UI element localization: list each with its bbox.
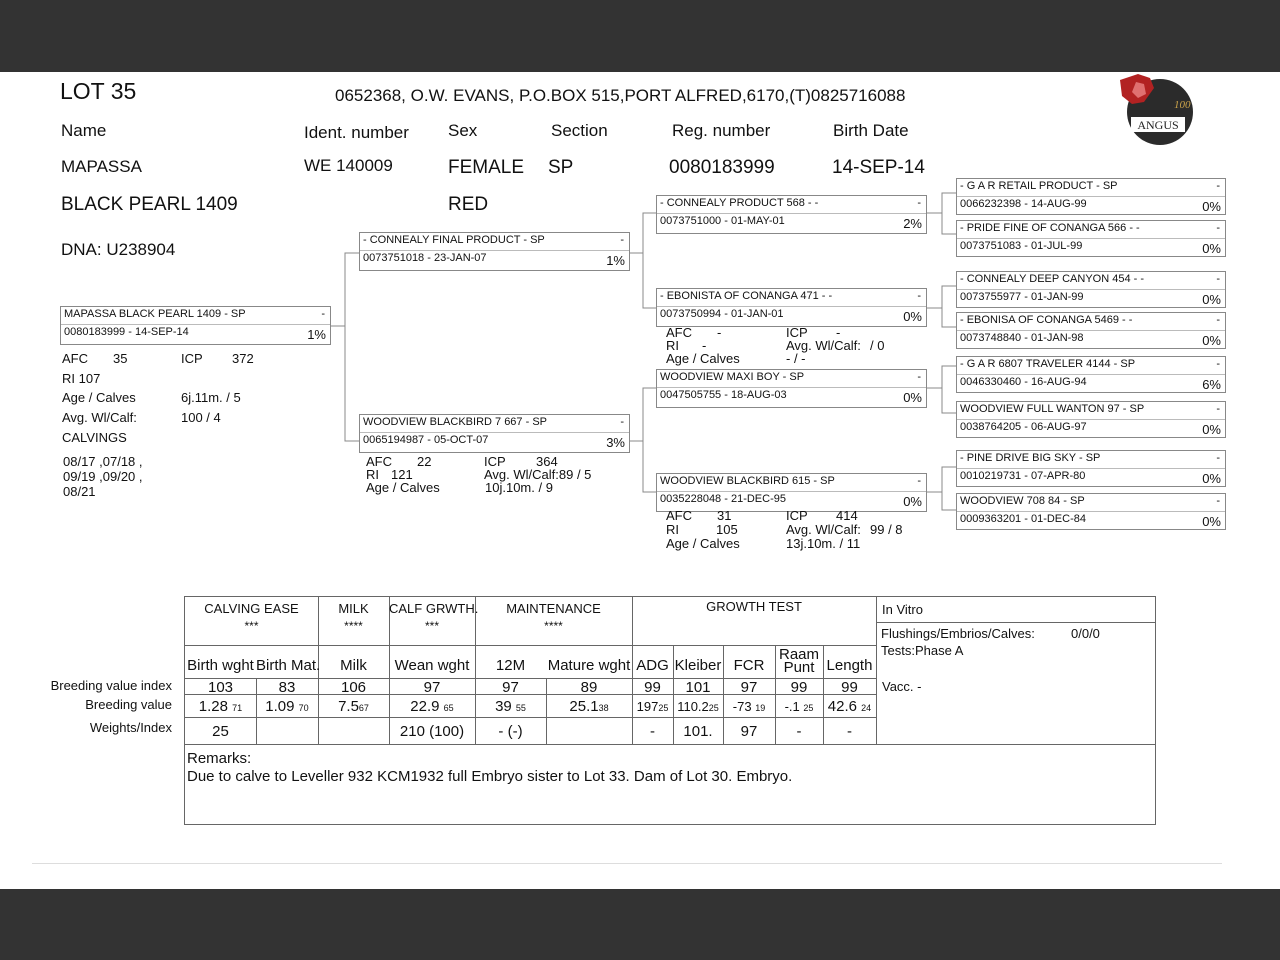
dam-age: 10j.10m. / 9	[485, 480, 553, 495]
animal-sex: FEMALE	[448, 157, 525, 178]
pedigree-pct: 0%	[903, 494, 922, 509]
pedigree-pct: 0%	[1202, 514, 1221, 529]
pedigree-pct: 0%	[1202, 333, 1221, 348]
group-calving-stars: ***	[244, 619, 259, 633]
pedigree-dash: -	[620, 416, 624, 428]
tests-label: Tests:Phase A	[881, 643, 964, 658]
group-maintenance: MAINTENANCE	[506, 601, 601, 616]
dd-afc-label: AFC	[666, 508, 692, 523]
wi-cell: - (-)	[498, 723, 523, 740]
animal-reg: 0080183999	[669, 157, 775, 178]
bvi-cell: 103	[207, 679, 234, 696]
bv-cell: 7.567	[338, 698, 369, 715]
pedigree-name: WOODVIEW FULL WANTON 97 - SP	[960, 403, 1145, 415]
dam-afc-label: AFC	[366, 454, 392, 469]
subject-ri: RI 107	[62, 371, 101, 386]
dd-ri: 105	[716, 522, 738, 537]
bv-cell: 22.9 65	[410, 698, 454, 715]
pedigree-pct: 3%	[606, 435, 625, 450]
bv-cell: 42.6 24	[827, 698, 872, 715]
subject-avg-label: Avg. Wl/Calf:	[62, 410, 137, 425]
group-growth-test: GROWTH TEST	[706, 599, 802, 614]
dam-ri-label: RI	[366, 467, 379, 482]
pedigree-pct: 2%	[903, 216, 922, 231]
pedigree-name: WOODVIEW BLACKBIRD 7 667 - SP	[363, 416, 547, 428]
pedigree-reg: 0073751083 - 01-JUL-99	[960, 240, 1083, 252]
breeding-table	[184, 596, 1156, 825]
pedigree-pct: 0%	[903, 309, 922, 324]
pedigree-sire-dam	[656, 288, 927, 327]
pedigree-name: - G A R 6807 TRAVELER 4144 - SP	[960, 358, 1136, 370]
pedigree-reg: 0065194987 - 05-OCT-07	[363, 434, 489, 446]
dd-avg-label: Avg. Wl/Calf:	[786, 522, 861, 537]
in-vitro-label: In Vitro	[882, 602, 923, 617]
header-section: Section	[551, 121, 608, 140]
subject-icp: 372	[232, 351, 254, 366]
pedigree-reg: 0010219731 - 07-APR-80	[960, 470, 1086, 482]
pedigree-pct: 1%	[307, 327, 326, 342]
pedigree-reg: 0073751018 - 23-JAN-07	[363, 252, 487, 264]
pedigree-dash: -	[917, 290, 921, 302]
pedigree-name: - CONNEALY PRODUCT 568 - -	[660, 197, 819, 209]
row-label-wi: Weights/Index	[89, 720, 172, 735]
row-label-bv: Breeding value	[85, 697, 172, 712]
pedigree-dash: -	[1216, 403, 1220, 415]
row-label-bvi: Breeding value index	[50, 678, 172, 693]
subject-calvings-1: 08/17 ,07/18 ,	[63, 454, 143, 469]
pedigree-dash: -	[917, 371, 921, 383]
dd-ri-label: RI	[666, 522, 679, 537]
col-birth-mat: Birth Mat.	[256, 657, 321, 674]
pedigree-ggp	[956, 493, 1226, 530]
dam-afc: 22	[417, 454, 432, 469]
bvi-cell: 97	[423, 679, 441, 696]
pedigree-pct: 0%	[1202, 199, 1221, 214]
group-calf-growth-stars: ***	[424, 619, 439, 633]
col-raam-punt: Raam Punt	[778, 646, 819, 676]
bvi-cell: 99	[841, 679, 858, 696]
pedigree-pct: 0%	[1202, 422, 1221, 437]
subject-calvings-label: CALVINGS	[62, 430, 127, 445]
pedigree-dash: -	[321, 308, 325, 320]
header-birth: Birth Date	[833, 121, 909, 140]
animal-name-2: BLACK PEARL 1409	[61, 194, 238, 215]
bv-cell: 25.138	[569, 698, 609, 715]
sd-icp: -	[836, 325, 841, 340]
subject-age: 6j.11m. / 5	[181, 390, 241, 405]
bvi-cell: 89	[580, 679, 598, 696]
pedigree-ggp	[956, 401, 1226, 438]
sd-icp-label: ICP	[786, 325, 808, 340]
pedigree-ggp	[956, 271, 1226, 308]
animal-ident: WE 140009	[304, 156, 393, 175]
wi-cell: -	[650, 723, 655, 740]
bv-cell: 39 55	[495, 698, 526, 715]
flushings-value: 0/0/0	[1071, 626, 1100, 641]
lot-title: LOT 35	[60, 78, 137, 104]
pedigree-reg: 0009363201 - 01-DEC-84	[960, 513, 1086, 525]
header-ident: Ident. number	[304, 123, 409, 142]
col-wean-wght: Wean wght	[394, 657, 470, 674]
bvi-cell: 101	[685, 679, 711, 696]
dam-age-label: Age / Calves	[366, 480, 440, 495]
pedigree-reg: 0046330460 - 16-AUG-94	[960, 376, 1087, 388]
wi-cell: 97	[740, 723, 758, 740]
bv-cell: -73 19	[732, 699, 766, 714]
pedigree-dash: -	[1216, 495, 1220, 507]
sd-afc: -	[717, 325, 722, 340]
group-calving: CALVING EASE	[204, 601, 299, 616]
subject-calvings-2: 09/19 ,09/20 ,	[63, 469, 143, 484]
pedigree-name: - G A R RETAIL PRODUCT - SP	[960, 180, 1118, 192]
pedigree-name: - PRIDE FINE OF CONANGA 566 - -	[960, 222, 1140, 234]
pedigree-reg: 0047505755 - 18-AUG-03	[660, 389, 787, 401]
bvi-cell: 97	[740, 679, 758, 696]
pedigree-dash: -	[1216, 222, 1220, 234]
col-mature-wght: Mature wght	[547, 657, 631, 674]
subject-age-label: Age / Calves	[62, 390, 136, 405]
header-reg: Reg. number	[672, 121, 771, 140]
sd-ri-label: RI	[666, 338, 679, 353]
col-kleiber: Kleiber	[674, 657, 722, 674]
dd-avg: 99 / 8	[870, 522, 903, 537]
dam-ri: 121	[391, 467, 413, 482]
bv-cell: 110.225	[677, 699, 719, 714]
lot-page	[0, 72, 1280, 889]
group-calf-growth: CALF GRWTH.	[389, 601, 479, 616]
dd-age: 13j.10m. / 11	[786, 536, 861, 551]
owner-line: 0652368, O.W. EVANS, P.O.BOX 515,PORT ALFRED,6170,(T)0825716088	[335, 86, 906, 105]
col-12m: 12M	[495, 657, 526, 674]
wi-cell: 210 (100)	[399, 723, 465, 740]
bv-cell: 1.28 71	[198, 698, 243, 715]
subject-afc: 35	[113, 351, 128, 366]
subject-icp-label: ICP	[181, 351, 203, 366]
animal-birth: 14-SEP-14	[832, 157, 925, 178]
bvi-cell: 99	[790, 679, 808, 696]
page-divider	[32, 863, 1222, 864]
svg-text:100: 100	[1174, 99, 1191, 111]
bv-cell: 1.09 70	[265, 698, 309, 715]
pedigree-pct: 1%	[606, 253, 625, 268]
pedigree-reg: 0066232398 - 14-AUG-99	[960, 198, 1087, 210]
top-bar	[0, 0, 1280, 72]
dam-avg: Avg. Wl/Calf:89 / 5	[484, 467, 592, 482]
dam-icp-label: ICP	[484, 454, 506, 469]
group-milk: MILK	[338, 601, 369, 616]
pedigree-subject	[60, 306, 331, 345]
bottom-bar	[0, 889, 1280, 960]
sd-age-label: Age / Calves	[666, 351, 740, 366]
pedigree-reg: 0073751000 - 01-MAY-01	[660, 215, 785, 227]
pedigree-dash: -	[1216, 452, 1220, 464]
animal-color: RED	[448, 194, 489, 215]
pedigree-dash: -	[917, 475, 921, 487]
pedigree-reg: 0035228048 - 21-DEC-95	[660, 493, 786, 505]
pedigree-name: - EBONISA OF CONANGA 5469 - -	[960, 314, 1133, 326]
pedigree-dash: -	[1216, 358, 1220, 370]
pedigree-ggp	[956, 450, 1226, 487]
bv-cell: -.1 25	[784, 699, 814, 714]
sd-avg-label: Avg. Wl/Calf:	[786, 338, 861, 353]
wi-cell: 25	[212, 723, 229, 740]
pedigree-pct: 6%	[1202, 377, 1221, 392]
pedigree-dash: -	[620, 234, 624, 246]
remarks-label: Remarks:	[187, 750, 252, 767]
bv-cell: 19725	[636, 699, 669, 714]
bvi-cell: 99	[644, 679, 661, 696]
dd-icp: 414	[836, 508, 858, 523]
pedigree-name: - PINE DRIVE BIG SKY - SP	[960, 452, 1101, 464]
pedigree-dam-sire	[656, 369, 927, 408]
animal-name-1: MAPASSA	[61, 157, 142, 176]
pedigree-sire-sire	[656, 195, 927, 234]
bvi-cell: 83	[278, 679, 296, 696]
pedigree-reg: 0073748840 - 01-JAN-98	[960, 332, 1084, 344]
remarks-text: Due to calve to Leveller 932 KCM1932 full Embryo sister to Lot 33. Dam of Lot 30. Embryo.	[187, 768, 793, 785]
pedigree-name: MAPASSA BLACK PEARL 1409 - SP	[64, 308, 246, 320]
pedigree-ggp	[956, 356, 1226, 393]
wi-cell: -	[796, 723, 802, 740]
pedigree-name: - CONNEALY DEEP CANYON 454 - -	[960, 273, 1144, 285]
pedigree-pct: 0%	[1202, 292, 1221, 307]
dd-icp-label: ICP	[786, 508, 808, 523]
sd-avg: / 0	[870, 338, 885, 353]
col-milk: Milk	[340, 657, 367, 674]
wi-cell: 101.	[683, 723, 713, 740]
pedigree-reg: 0038764205 - 06-AUG-97	[960, 421, 1087, 433]
dd-age-label: Age / Calves	[666, 536, 740, 551]
sd-age: - / -	[786, 351, 806, 366]
pedigree-name: - EBONISTA OF CONANGA 471 - -	[660, 290, 833, 302]
group-maintenance-stars: ****	[544, 619, 563, 633]
dam-icp: 364	[536, 454, 558, 469]
pedigree-sire	[359, 232, 630, 271]
group-milk-stars: ****	[344, 619, 363, 633]
pedigree-dash: -	[1216, 180, 1220, 192]
svg-text:ANGUS: ANGUS	[1137, 118, 1179, 132]
flushings-label: Flushings/Embrios/Calves:	[881, 626, 1035, 641]
subject-avg: 100 / 4	[181, 410, 221, 425]
sd-afc-label: AFC	[666, 325, 692, 340]
dd-afc: 31	[717, 508, 732, 523]
animal-section: SP	[548, 157, 574, 178]
pedigree-name: WOODVIEW 708 84 - SP	[960, 495, 1085, 507]
pedigree-reg: 0073755977 - 01-JAN-99	[960, 291, 1084, 303]
bvi-cell: 97	[502, 679, 519, 696]
pedigree-dash: -	[1216, 273, 1220, 285]
pedigree-ggp	[956, 312, 1226, 349]
col-adg: ADG	[636, 657, 669, 674]
bvi-cell: 106	[340, 679, 367, 696]
pedigree-pct: 0%	[1202, 241, 1221, 256]
col-length: Length	[826, 657, 873, 674]
pedigree-ggp	[956, 178, 1226, 215]
pedigree-dam-dam	[656, 473, 927, 512]
pedigree-name: WOODVIEW MAXI BOY - SP	[660, 371, 805, 383]
subject-calvings-3: 08/21	[63, 484, 96, 499]
sd-ri: -	[702, 338, 707, 353]
vacc-label: Vacc. -	[882, 679, 922, 694]
subject-afc-label: AFC	[62, 351, 88, 366]
pedigree-pct: 0%	[1202, 471, 1221, 486]
pedigree-dash: -	[917, 197, 921, 209]
pedigree-pct: 0%	[903, 390, 922, 405]
col-fcr: FCR	[733, 657, 765, 674]
wi-cell: -	[847, 723, 852, 740]
pedigree-reg: 0073750994 - 01-JAN-01	[660, 308, 784, 320]
pedigree-reg: 0080183999 - 14-SEP-14	[64, 326, 189, 338]
pedigree-ggp	[956, 220, 1226, 257]
pedigree-name: - CONNEALY FINAL PRODUCT - SP	[363, 234, 545, 246]
pedigree-dam	[359, 414, 630, 453]
header-sex: Sex	[448, 121, 478, 140]
header-name: Name	[61, 121, 107, 140]
pedigree-dash: -	[1216, 314, 1220, 326]
col-birth-wght: Birth wght	[187, 657, 254, 674]
pedigree-name: WOODVIEW BLACKBIRD 615 - SP	[660, 475, 835, 487]
animal-dna: DNA: U238904	[61, 240, 176, 259]
